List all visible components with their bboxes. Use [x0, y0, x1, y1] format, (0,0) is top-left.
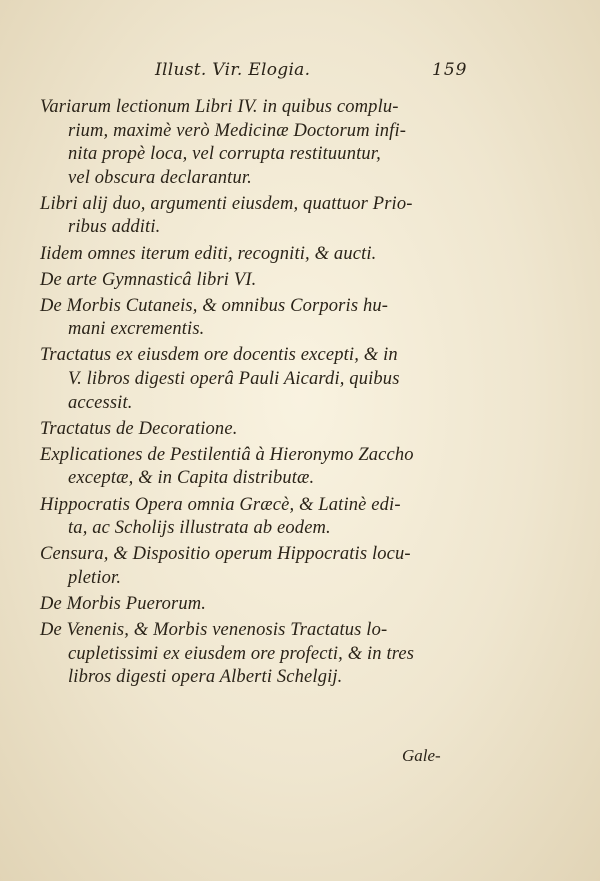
entry-line: Tractatus de Decoratione.	[40, 418, 238, 439]
entry-line: Variarum lectionum Libri IV. in quibus complu-	[40, 97, 399, 117]
bibliography-entry	[40, 543, 490, 590]
entry-line: mani excrementis.	[68, 319, 205, 340]
entry-line: De Morbis Puerorum.	[40, 593, 207, 614]
entry-line: accessit.	[68, 392, 133, 413]
bibliography-list	[40, 96, 490, 692]
entry-line: nita propè loca, vel corrupta restituuntur,	[68, 144, 381, 165]
bibliography-entry	[40, 193, 490, 240]
bibliography-entry	[40, 344, 490, 415]
entry-line: Hippocratis Opera omnia Græcè, & Latinè edi-	[40, 494, 401, 515]
catchword: Gale-	[402, 746, 441, 765]
entry-line: Iidem omnes iterum editi, recogniti, & aucti.	[40, 243, 377, 264]
bibliography-entry	[40, 96, 490, 190]
entry-line: vel obscura declarantur.	[68, 167, 252, 188]
entry-line: ribus additi.	[68, 217, 161, 238]
bibliography-entry	[40, 295, 490, 342]
entry-line: V. libros digesti operâ Pauli Aicardi, quibus	[68, 369, 400, 390]
bibliography-entry	[40, 269, 490, 293]
entry-line: Explicationes de Pestilentiâ à Hieronymo Zaccho	[40, 444, 414, 465]
entry-line: De arte Gymnasticâ libri VI.	[40, 269, 257, 290]
bibliography-entry	[40, 593, 490, 617]
entry-line: De Morbis Cutaneis, & omnibus Corporis hu-	[40, 295, 389, 316]
entry-line: De Venenis, & Morbis venenosis Tractatus lo-	[40, 619, 388, 640]
entry-line: pletior.	[68, 567, 122, 588]
bibliography-entry	[40, 418, 490, 442]
entry-line: exceptæ, & in Capita distributæ.	[68, 468, 315, 489]
bibliography-entry	[40, 619, 490, 690]
entry-line: Censura, & Dispositio operum Hippocratis locu-	[40, 544, 411, 565]
bibliography-entry	[40, 494, 490, 541]
running-head: Illust. Vir. Elogia.	[155, 60, 311, 80]
page-number: 159	[432, 60, 468, 80]
entry-line: Tractatus ex eiusdem ore docentis excepti, & in	[40, 345, 398, 366]
bibliography-entry	[40, 444, 490, 491]
entry-line: libros digesti opera Alberti Schelgij.	[68, 667, 343, 688]
entry-line: cupletissimi ex eiusdem ore profecti, & in tres	[68, 643, 415, 664]
entry-line: ta, ac Scholijs illustrata ab eodem.	[68, 518, 331, 539]
bibliography-entry	[40, 243, 490, 267]
entry-line: Libri alij duo, argumenti eiusdem, quattuor Prio-	[40, 193, 413, 214]
entry-line: rium, maximè verò Medicinæ Doctorum infi-	[68, 120, 407, 141]
